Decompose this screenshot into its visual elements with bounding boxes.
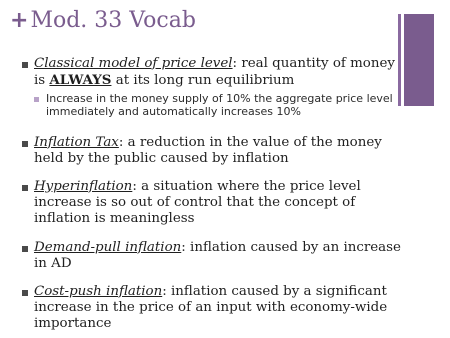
- list-item: [22, 179, 402, 227]
- list-item: [22, 135, 402, 167]
- square-bullet-icon: [22, 185, 28, 191]
- definition-text: : a reduction in the value of the money held by the public caused by inflation: [34, 135, 382, 166]
- square-bullet-icon: [22, 141, 28, 147]
- definition-text: : inflation caused by a significant increase in the price of an input with economy-wide importance: [34, 284, 388, 331]
- list-item: [22, 240, 402, 272]
- square-bullet-icon: [22, 290, 28, 296]
- list-item-text: [34, 135, 402, 167]
- vocab-term: Classical model of price level: [34, 56, 233, 71]
- definition-text: : inflation caused by an increase in AD: [34, 240, 401, 271]
- vocab-term: Demand-pull inflation: [34, 240, 182, 255]
- plus-icon: +: [10, 8, 29, 33]
- vocab-term: Inflation Tax: [34, 135, 119, 150]
- vocab-term: Hyperinflation: [34, 179, 133, 194]
- sub-item-text: Increase in the money supply of 10% the aggregate price level immediately and automatically increases 10%: [46, 92, 393, 118]
- list-item-text: [34, 240, 402, 272]
- slide-title: [10, 8, 196, 34]
- accent-bar-thick: [404, 14, 434, 106]
- list-item-text: [34, 284, 402, 332]
- definition-text: : real quantity of money is: [34, 56, 395, 88]
- sub-list-item: [34, 92, 400, 118]
- slide-title-text: Mod. 33 Vocab: [30, 8, 196, 33]
- list-item-text: [34, 56, 402, 89]
- square-bullet-icon: [34, 97, 39, 102]
- definition-text: at its long run equilibrium: [111, 73, 295, 88]
- vocab-term: Cost-push inflation: [34, 284, 163, 299]
- square-bullet-icon: [22, 62, 28, 68]
- list-item-text: [34, 179, 402, 227]
- list-item: [22, 284, 402, 332]
- emphasis-text: ALWAYS: [49, 72, 112, 88]
- square-bullet-icon: [22, 246, 28, 252]
- definition-text: : a situation where the price level increase is so out of control that the concept of inflation is meaningless: [34, 179, 361, 226]
- list-item: [22, 56, 402, 89]
